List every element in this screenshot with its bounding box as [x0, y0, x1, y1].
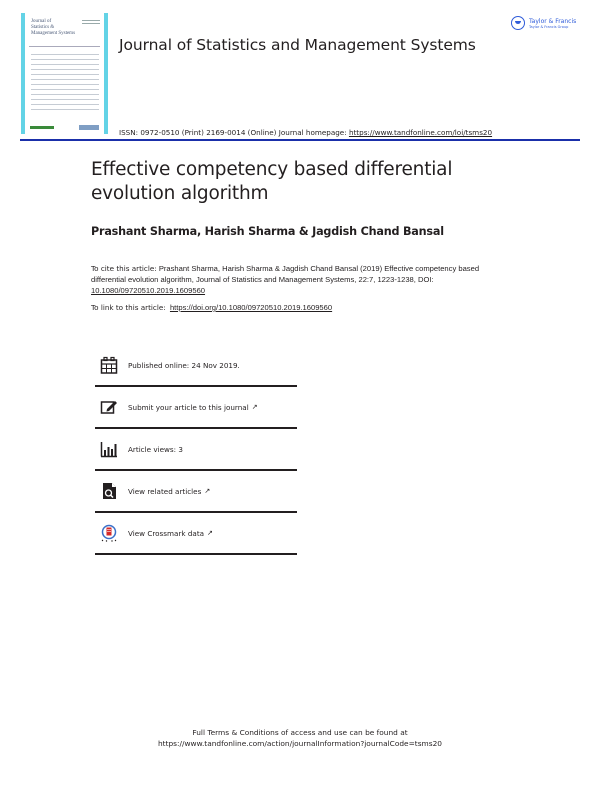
article-link-line: [91, 303, 332, 312]
calendar-icon: [99, 355, 119, 375]
divider: [95, 553, 297, 555]
external-link-icon: ↗: [251, 403, 258, 411]
cite-text: Prashant Sharma, Harish Sharma & Jagdish Chand Bansal (2019) Effective competency based differential evolution algorithm, Journal of Statistics and Management Systems, 22:7, 1223-1238, DOI:: [91, 264, 480, 284]
cover-title-line: Statistics &: [31, 25, 55, 30]
cover-issn: [82, 20, 100, 26]
crossmark-text: View Crossmark data: [128, 528, 205, 538]
publisher-logo: [511, 16, 576, 30]
related-articles-text: View related articles: [128, 486, 202, 496]
article-views-item: [95, 429, 297, 469]
journal-cover-thumbnail: [21, 13, 108, 134]
external-link-icon: ↗: [204, 487, 211, 495]
related-articles-link[interactable]: [95, 471, 297, 511]
article-info-list: [95, 345, 297, 555]
terms-url[interactable]: https://www.tandfonline.com/action/journalInformation?journalCode=tsms20: [158, 739, 442, 748]
issn-text: ISSN: 0972-0510 (Print) 2169-0014 (Online) Journal homepage:: [119, 128, 349, 137]
doi-link[interactable]: 10.1080/09720510.2019.1609560: [91, 286, 206, 295]
bar-chart-icon: [99, 439, 119, 459]
cover-title-line: Journal of: [31, 19, 52, 24]
edit-icon: [99, 397, 119, 417]
article-title: Effective competency based differential evolution algorithm: [91, 159, 453, 204]
submit-article-text: Submit your article to this journal: [128, 402, 249, 412]
terms-text: Full Terms & Conditions of access and use can be found at: [192, 728, 408, 737]
article-doi-url[interactable]: https://doi.org/10.1080/09720510.2019.1609560: [169, 303, 333, 312]
crossmark-link[interactable]: [95, 513, 297, 553]
submit-article-link[interactable]: [95, 387, 297, 427]
journal-title: Journal of Statistics and Management Systems: [119, 36, 476, 54]
citation-block: [91, 263, 516, 296]
link-label: To link to this article:: [91, 303, 166, 312]
publisher-sub: Taylor & Francis Group: [529, 24, 569, 29]
terms-footer: [0, 727, 600, 749]
published-online-item: [95, 345, 297, 385]
crossmark-icon: [99, 523, 119, 543]
taylor-francis-logo-icon: [511, 16, 525, 30]
article-authors: Prashant Sharma, Harish Sharma & Jagdish Chand Bansal: [91, 225, 444, 238]
published-online-text: Published online: 24 Nov 2019.: [128, 360, 240, 370]
cover-contents: [31, 54, 99, 114]
cover-divider: [29, 46, 100, 47]
publisher-name: Taylor & Francis: [529, 17, 577, 25]
journal-homepage-link[interactable]: https://www.tandfonline.com/loi/tsms20: [348, 128, 493, 137]
article-views-text: Article views: 3: [128, 444, 183, 454]
issn-line: [119, 128, 492, 137]
cite-label: To cite this article:: [91, 264, 157, 273]
cover-title-line: Management Systems: [31, 31, 76, 36]
cover-footer-logos: [30, 124, 99, 130]
header-divider: [20, 139, 580, 141]
search-document-icon: [99, 481, 119, 501]
external-link-icon: ↗: [207, 529, 213, 537]
cover-title: [31, 19, 76, 37]
